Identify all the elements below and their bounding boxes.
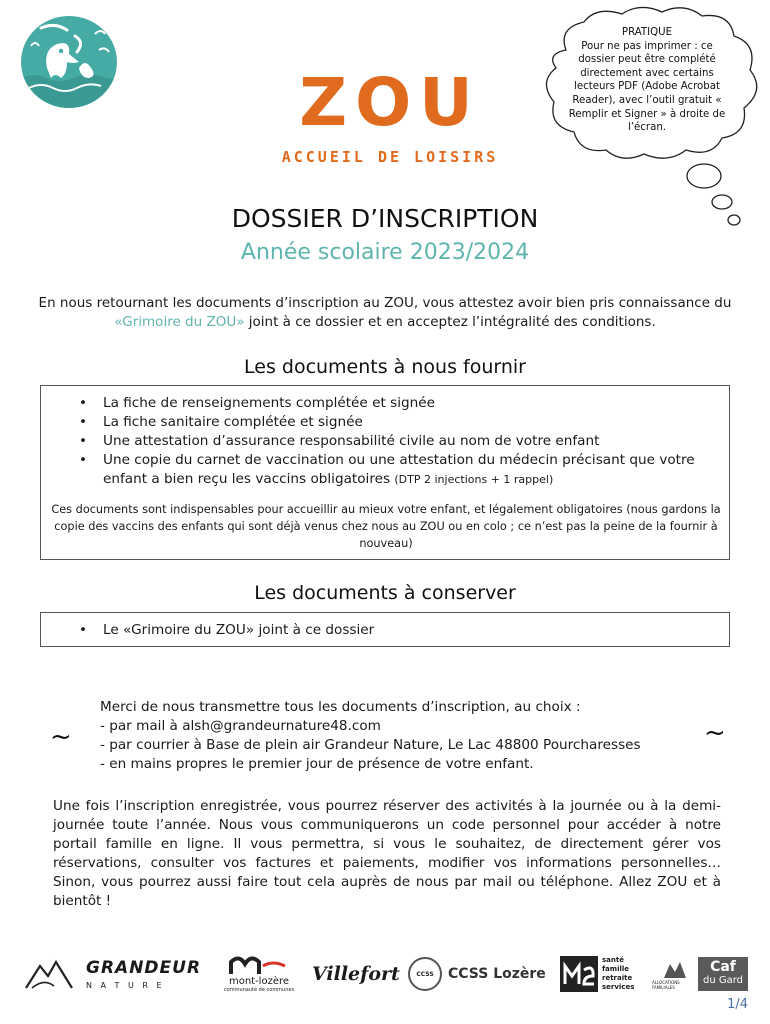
msa-line: retraite: [602, 974, 633, 982]
grimoire-link[interactable]: «Grimoire du ZOU»: [114, 314, 245, 330]
nature-text: N A T U R E: [86, 981, 165, 990]
mountain-icon: [24, 956, 74, 992]
caf-logo: [652, 950, 748, 998]
msa-text: [602, 956, 634, 992]
villefort-text: Villefort: [312, 963, 400, 985]
transmit-line-post: - par courrier à Base de plein air Grandeur Nature, Le Lac 48800 Pourcharesses: [100, 737, 641, 753]
zou-logo-title: ZOU: [299, 64, 481, 141]
caf-box: [698, 957, 748, 991]
transmit-block: [100, 698, 700, 774]
intro-paragraph: [20, 294, 750, 332]
page-number: 1/4: [727, 997, 748, 1012]
list-item: • La fiche de renseignements complétée et signée: [79, 394, 719, 413]
msa-logo: [560, 950, 646, 998]
msa-line: famille: [602, 965, 630, 973]
ccss-text: CCSS Lozère: [448, 966, 546, 982]
list-item: • Le «Grimoire du ZOU» joint à ce dossier: [79, 621, 719, 640]
list-item: [79, 451, 719, 489]
transmit-line: Merci de nous transmettre tous les documents d’inscription, au choix :: [100, 699, 581, 715]
mont-lozere-sub: communauté de communes: [223, 986, 295, 993]
keep-list: [79, 621, 719, 640]
ccss-badge-icon: CCSS: [408, 957, 442, 991]
list-item-text: Une copie du carnet de vaccination ou une attestation du médecin précisant que votre enfant a bien reçu les vaccins obligatoires: [103, 452, 695, 487]
transmit-line-mail: - par mail à alsh@grandeurnature48.com: [100, 718, 381, 734]
caf-text: Caf: [710, 959, 736, 975]
villefort-logo: [312, 950, 402, 998]
mont-lozere-text: mont-lozère: [228, 975, 290, 987]
grandeur-text: GRANDEUR: [86, 958, 202, 978]
intro-before: En nous retournant les documents d’inscription au ZOU, vous attestez avoir bien pris connaissance du: [38, 295, 732, 311]
creature-icon: [21, 16, 117, 108]
msa-icon: [560, 956, 598, 992]
list-item: • Une attestation d’assurance responsabilité civile au nom de votre enfant: [79, 432, 719, 451]
msa-line: services: [602, 983, 635, 991]
section-provide-title: Les documents à nous fournir: [244, 356, 526, 378]
tilde-right: ~: [704, 718, 726, 748]
ccss-logo: [408, 950, 554, 998]
page-title: DOSSIER D’INSCRIPTION: [231, 204, 539, 233]
callout-text: [562, 26, 732, 135]
provide-list: [79, 394, 719, 489]
intro-after: joint à ce dossier et en acceptez l’intégralité des conditions.: [244, 314, 656, 330]
provide-box: [40, 385, 730, 560]
zou-badge-logo: [21, 16, 117, 108]
callout-body: Pour ne pas imprimer : ce dossier peut être complété directement avec certains lecteurs PDF (Adobe Acrobat Reader), avec l’outil gratuit « Remplir et Signer » à droite de l’écran.: [568, 40, 726, 134]
list-item: • La fiche sanitaire complétée et signée: [79, 413, 719, 432]
caf-sub: du Gard: [702, 975, 744, 986]
caf-small-text: ALLOCATIONS FAMILIALES: [652, 980, 680, 990]
callout-heading: PRATIQUE: [621, 27, 673, 38]
caf-emblem: [652, 958, 698, 990]
zou-logo-subtitle: ACCUEIL DE LOISIRS: [281, 148, 499, 166]
grandeur-mountain-logo: [24, 950, 76, 998]
tilde-left: ~: [50, 722, 72, 752]
dtp-note: (DTP 2 injections + 1 rappel): [394, 473, 554, 486]
info-paragraph: Une fois l’inscription enregistrée, vous pourrez réserver des activités à la journée ou à la demi-journée toute l’année. Nous vous communiquerons un code personnel pour accéder à notre portail famille en ligne. Il vous permettra, si vous le souhaitez, de directement gérer vos réservations, consulter vos factures et paiements, modifier vos informations personnelles… Sinon, vous pourrez aussi faire tout cela auprès de nous par mail ou téléphone. Allez ZOU et à bientôt !: [53, 798, 721, 909]
caf-emblem-icon: [660, 958, 690, 980]
mont-lozere-icon: [229, 956, 289, 976]
provide-note: Ces documents sont indispensables pour accueillir au mieux votre enfant, et légalement obligatoires (nous gardons la copie des vaccins des enfants qui sont déjà venus chez nous au ZOU ou en colo ; ce n’est pas la peine de la fournir à nouveau): [51, 503, 721, 550]
keep-box: [40, 612, 730, 647]
msa-line: santé: [602, 956, 624, 964]
school-year: Année scolaire 2023/2024: [240, 240, 530, 265]
mont-lozere-logo: [214, 950, 304, 998]
grandeur-nature-logo: [86, 950, 202, 998]
transmit-line-hand: - en mains propres le premier jour de présence de votre enfant.: [100, 756, 534, 772]
section-keep-title: Les documents à conserver: [254, 582, 516, 604]
